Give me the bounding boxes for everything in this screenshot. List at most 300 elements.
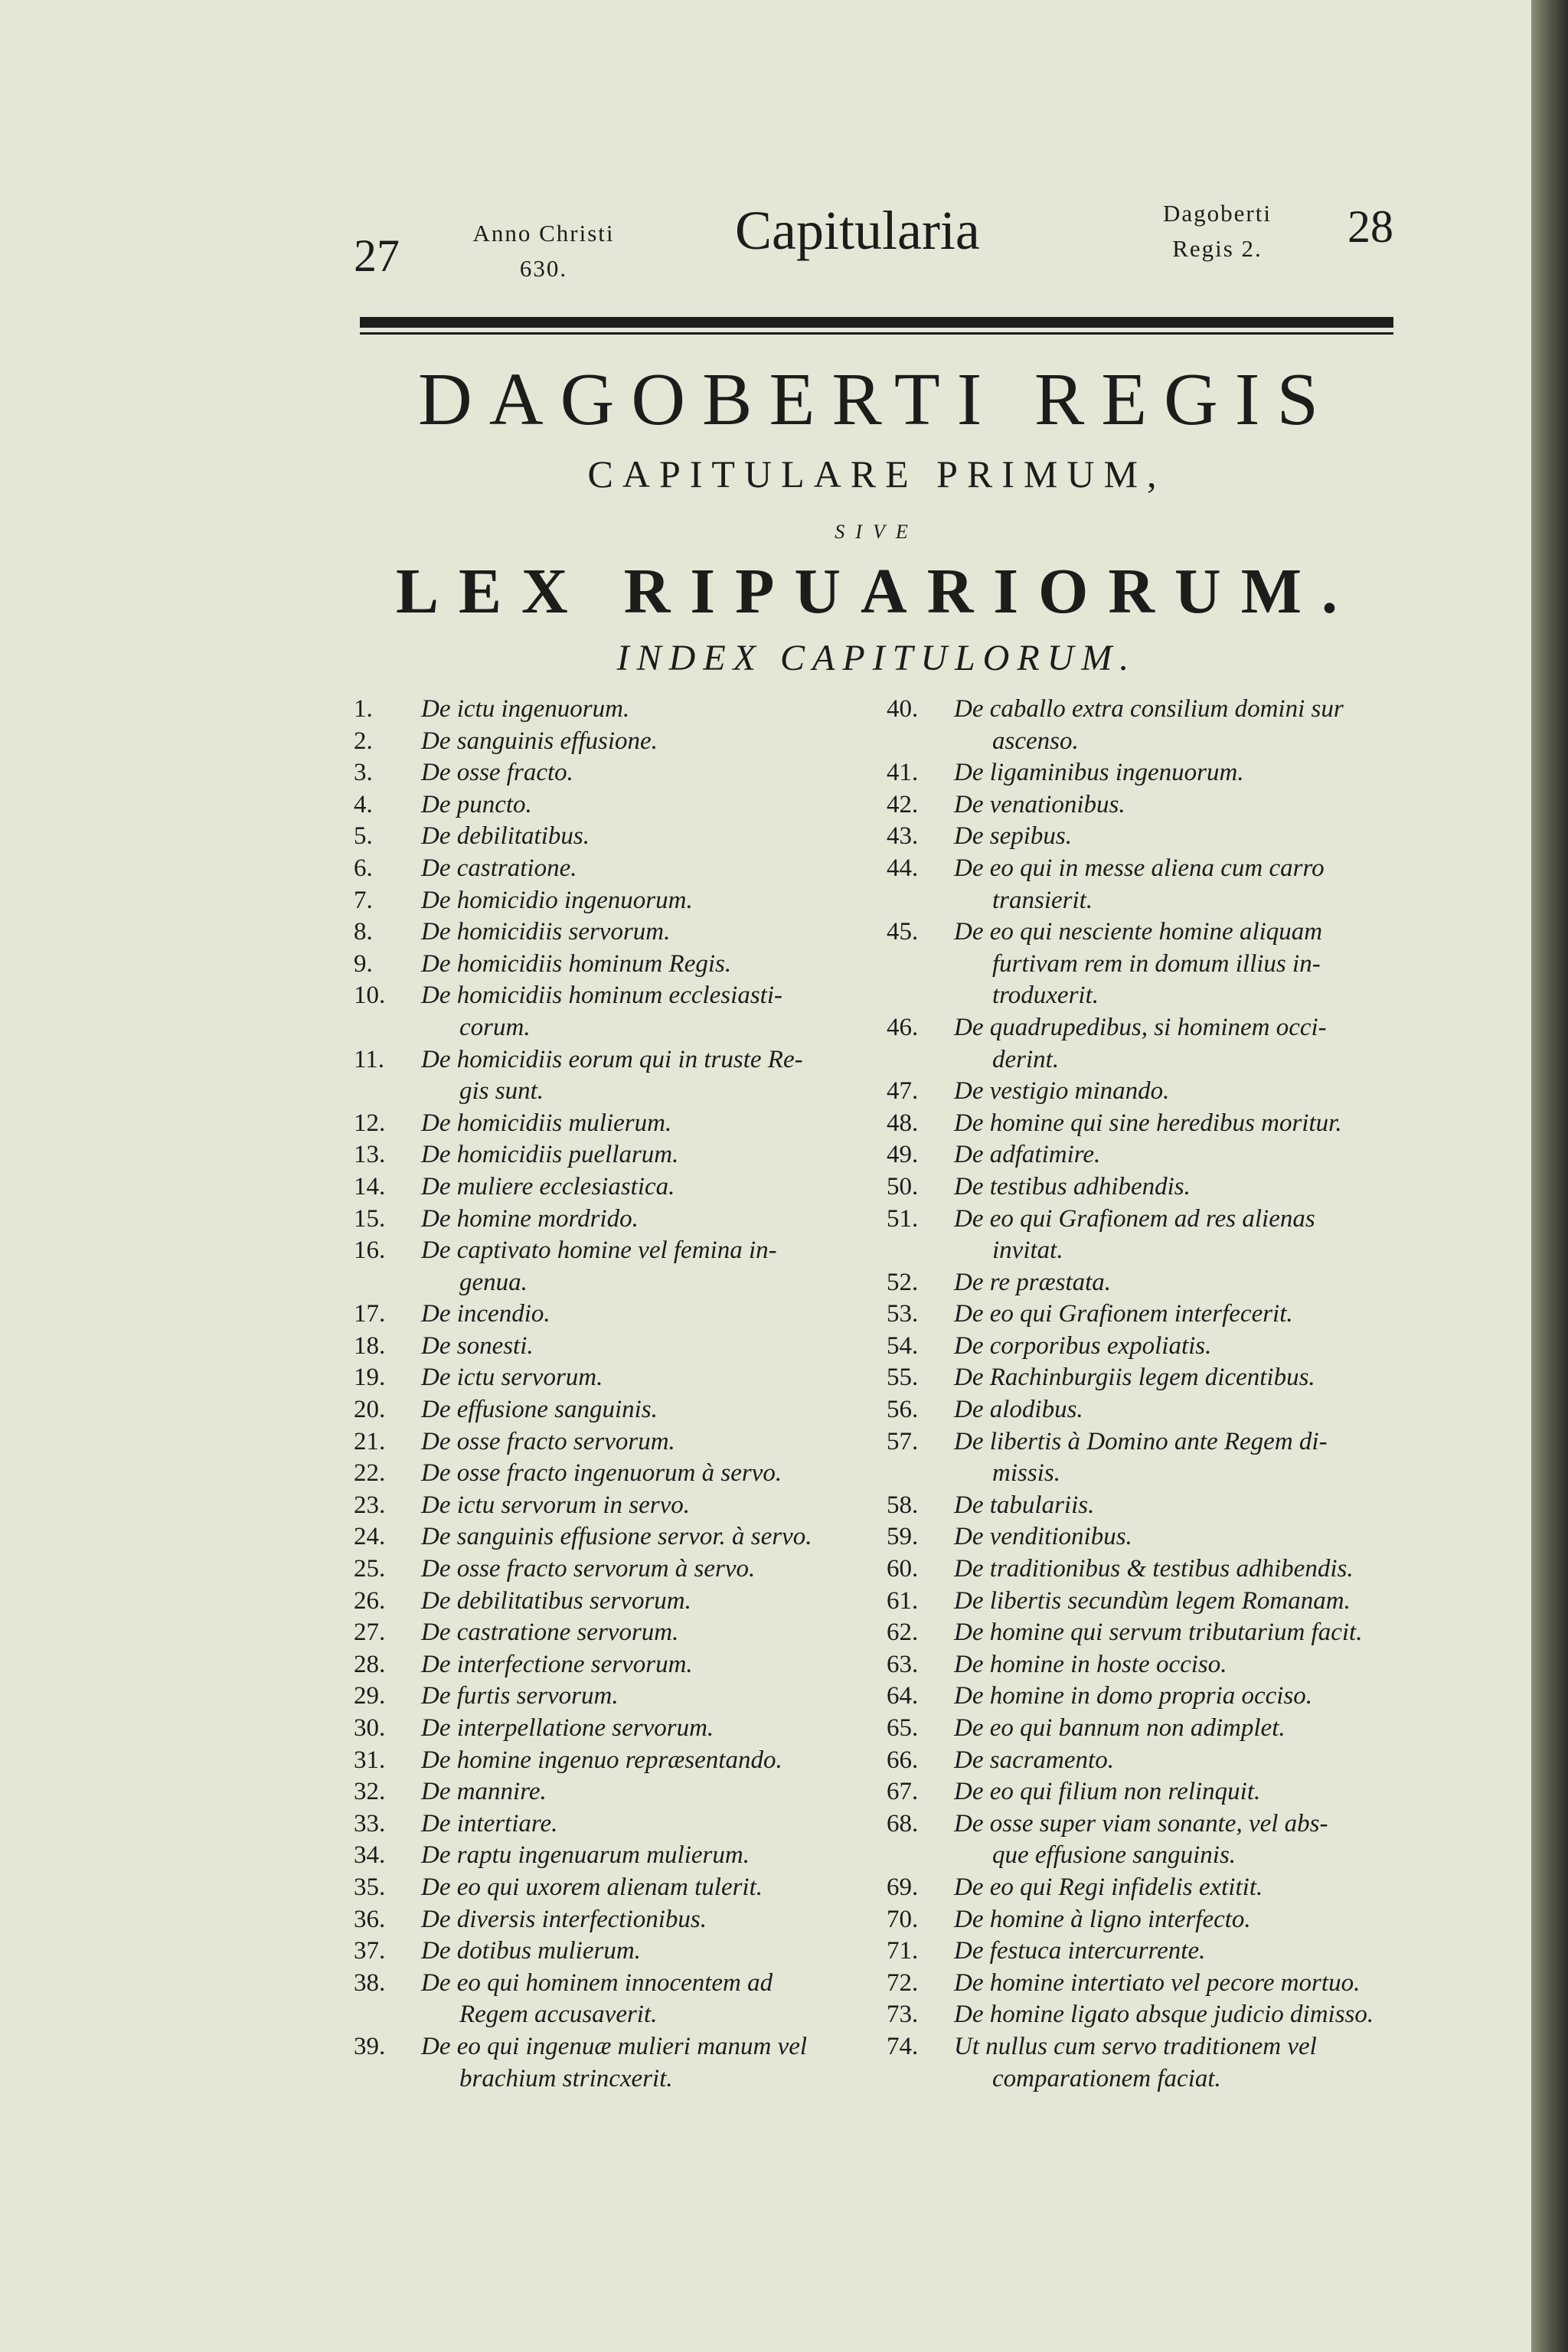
index-entry: [887, 916, 1415, 1012]
entry-text-block: [421, 1776, 882, 1808]
entry-text: De interfectione servorum.: [421, 1650, 693, 1678]
entry-text: De corporibus expoliatis.: [954, 1331, 1212, 1360]
entry-number: 39.: [354, 2032, 386, 2060]
index-entry: [887, 1521, 1415, 1553]
index-entry: [354, 789, 882, 822]
index-entry: [354, 1808, 882, 1841]
entry-text: De homine mordrido.: [421, 1204, 639, 1233]
index-entry: [354, 1490, 882, 1522]
entry-text-block: [954, 1776, 1415, 1808]
entry-text: De intertiare.: [421, 1809, 558, 1838]
entry-text: De castratione servorum.: [421, 1619, 679, 1647]
entry-text: De debilitatibus.: [421, 822, 590, 851]
law-title: LEX RIPUARIORUM.: [396, 556, 1357, 627]
entry-text: De homicidiis hominum Regis.: [421, 949, 732, 978]
entry-text: De osse fracto.: [421, 759, 573, 787]
entry-number: 27.: [354, 1619, 386, 1647]
entry-text-block: [954, 821, 1415, 853]
entry-text: De osse super viam sonante, vel abs-: [954, 1809, 1328, 1838]
index-entry: [887, 1968, 1415, 2000]
index-entry: [354, 1108, 882, 1140]
entry-number: 2.: [354, 727, 373, 755]
entry-text: De alodibus.: [954, 1396, 1083, 1424]
entry-text-block: [954, 1076, 1415, 1108]
entry-text-block: [954, 1553, 1415, 1586]
index-entry: [354, 1586, 882, 1618]
entry-text: De homicidio ingenuorum.: [421, 886, 693, 914]
entry-number: 65.: [887, 1714, 919, 1742]
entry-text-block: [954, 2031, 1415, 2095]
index-entry: [354, 1298, 882, 1331]
header-rule-thick: [360, 317, 1393, 328]
entry-text-block: [421, 1617, 882, 1649]
index-entry: [887, 1904, 1415, 1936]
index-entry: [887, 1808, 1415, 1872]
index-entry: [887, 1553, 1415, 1586]
entry-text: De sonesti.: [421, 1331, 534, 1360]
entry-text: De eo qui Grafionem interfecerit.: [954, 1300, 1293, 1328]
entry-text-block: [954, 1968, 1415, 2000]
entry-text: De testibus adhibendis.: [954, 1172, 1191, 1200]
entry-number: 48.: [887, 1109, 919, 1137]
entry-text: De interpellatione servorum.: [421, 1714, 714, 1742]
entry-number: 49.: [887, 1141, 919, 1169]
index-entry: [354, 2031, 882, 2095]
entry-number: 60.: [887, 1555, 919, 1583]
entry-text-block: [421, 1426, 882, 1459]
index-entry: [354, 1521, 882, 1553]
entry-text-block: [421, 1713, 882, 1745]
entry-text: De osse fracto ingenuorum à servo.: [421, 1459, 782, 1488]
index-entry: [354, 1235, 882, 1298]
entry-number: 18.: [354, 1331, 386, 1360]
index-entry: [887, 789, 1415, 822]
entry-text-continuation: gis sunt.: [459, 1077, 544, 1106]
entry-text-block: [421, 726, 882, 758]
entry-number: 12.: [354, 1109, 386, 1137]
entry-text: De puncto.: [421, 790, 532, 818]
subtitle-sive: SIVE: [835, 521, 919, 543]
entry-text-block: [421, 1331, 882, 1363]
entry-text-continuation: brachium strincxerit.: [459, 2064, 673, 2092]
entry-number: 55.: [887, 1364, 919, 1392]
entry-text: De homine in hoste occiso.: [954, 1650, 1227, 1678]
entry-text-continuation: transierit.: [992, 886, 1093, 914]
entry-text-continuation: genua.: [459, 1268, 528, 1296]
index-entry: [354, 1458, 882, 1490]
entry-text: De raptu ingenuarum mulierum.: [421, 1841, 750, 1870]
entry-number: 21.: [354, 1427, 386, 1455]
entry-number: 11.: [354, 1045, 385, 1073]
entry-text: De homine intertiato vel pecore mortuo.: [954, 1968, 1361, 1997]
entry-text-block: [954, 1521, 1415, 1553]
entry-text-block: [421, 1521, 882, 1553]
entry-number: 6.: [354, 854, 373, 882]
entry-number: 5.: [354, 822, 373, 851]
index-entry: [354, 1139, 882, 1171]
entry-number: 15.: [354, 1204, 386, 1233]
entry-text: De eo qui filium non relinquit.: [954, 1778, 1261, 1806]
entry-number: 31.: [354, 1746, 386, 1774]
main-title: DAGOBERTI REGIS: [418, 358, 1335, 441]
entry-number: 64.: [887, 1682, 919, 1710]
entry-number: 32.: [354, 1778, 386, 1806]
entry-number: 36.: [354, 1905, 386, 1933]
entry-text: De sanguinis effusione servor. à servo.: [421, 1523, 812, 1551]
entry-text-block: [954, 1586, 1415, 1618]
running-title: Capitularia: [735, 200, 980, 261]
entry-text-block: [421, 1681, 882, 1713]
entry-number: 56.: [887, 1396, 919, 1424]
entry-text: De homicidiis eorum qui in truste Re-: [421, 1045, 803, 1073]
entry-text: Ut nullus cum servo traditionem vel: [954, 2032, 1317, 2060]
entry-text-continuation: invitat.: [992, 1236, 1063, 1265]
entry-number: 62.: [887, 1619, 919, 1647]
entry-number: 71.: [887, 1937, 919, 1965]
index-entry: [354, 1044, 882, 1108]
entry-text-block: [954, 757, 1415, 789]
entry-text-continuation: comparationem faciat.: [992, 2064, 1221, 2092]
entry-text-block: [954, 1394, 1415, 1426]
entry-text-block: [421, 757, 882, 789]
index-entry: [887, 1936, 1415, 1968]
entry-text-block: [421, 1490, 882, 1522]
entry-text-block: [421, 694, 882, 726]
entry-number: 41.: [887, 759, 919, 787]
index-entry: [887, 757, 1415, 789]
entry-number: 24.: [354, 1523, 386, 1551]
entry-text: De tabulariis.: [954, 1491, 1095, 1519]
entry-text: De eo qui Regi infidelis extitit.: [954, 1873, 1263, 1901]
index-entry: [354, 757, 882, 789]
entry-text-block: [421, 821, 882, 853]
index-heading: INDEX CAPITULORUM.: [616, 638, 1137, 678]
entry-number: 22.: [354, 1459, 386, 1488]
index-entry: [887, 1298, 1415, 1331]
entry-number: 51.: [887, 1204, 919, 1233]
entry-number: 28.: [354, 1650, 386, 1678]
right-page-number: 28: [1348, 201, 1393, 252]
entry-number: 19.: [354, 1364, 386, 1392]
entry-number: 50.: [887, 1172, 919, 1200]
entry-number: 45.: [887, 918, 919, 946]
entry-text: De homine in domo propria occiso.: [954, 1682, 1313, 1710]
entry-text: De homine ligato absque judicio dimisso.: [954, 2001, 1374, 2029]
entry-text-block: [954, 1713, 1415, 1745]
index-entry: [354, 1713, 882, 1745]
entry-number: 63.: [887, 1650, 919, 1678]
entry-text-block: [421, 853, 882, 885]
entry-number: 40.: [887, 695, 919, 723]
entry-text-block: [421, 1458, 882, 1490]
entry-text: De osse fracto servorum.: [421, 1427, 675, 1455]
index-entry: [354, 885, 882, 917]
entry-text-block: [954, 1139, 1415, 1171]
entry-text: De homicidiis mulierum.: [421, 1109, 672, 1137]
entry-text: De re præstata.: [954, 1268, 1112, 1296]
entry-text-block: [421, 1808, 882, 1841]
index-entry: [354, 1204, 882, 1236]
index-entry: [354, 853, 882, 885]
header-anno: Anno Christi: [472, 220, 615, 247]
entry-text-block: [421, 885, 882, 917]
index-entry: [354, 821, 882, 853]
entry-text-continuation: corum.: [459, 1013, 531, 1041]
entry-text: De homicidiis puellarum.: [421, 1141, 679, 1169]
entry-text: De dotibus mulierum.: [421, 1937, 641, 1965]
entry-number: 37.: [354, 1937, 386, 1965]
header-year: 630.: [519, 255, 568, 282]
entry-text-block: [954, 1426, 1415, 1490]
index-entry: [887, 694, 1415, 757]
entry-text: De eo qui hominem innocentem ad: [421, 1968, 773, 1997]
entry-number: 42.: [887, 790, 919, 818]
entry-number: 8.: [354, 918, 373, 946]
entry-number: 69.: [887, 1873, 919, 1901]
entry-text-block: [954, 694, 1415, 757]
index-entry: [887, 1713, 1415, 1745]
entry-text: De furtis servorum.: [421, 1682, 619, 1710]
entry-text-block: [954, 1999, 1415, 2031]
entry-text-block: [954, 1872, 1415, 1904]
entry-text: De eo qui ingenuæ mulieri manum vel: [421, 2032, 808, 2060]
entry-text: De effusione sanguinis.: [421, 1396, 658, 1424]
index-column-left: [354, 694, 882, 2095]
left-page-number: 27: [354, 230, 400, 281]
entry-number: 53.: [887, 1300, 919, 1328]
header-regis: Regis 2.: [1172, 235, 1263, 262]
entry-text-block: [954, 1936, 1415, 1968]
entry-text-block: [421, 916, 882, 949]
entry-number: 38.: [354, 1968, 386, 1997]
entry-text-block: [421, 1362, 882, 1394]
entry-text-block: [421, 1968, 882, 2031]
entry-text: De debilitatibus servorum.: [421, 1586, 691, 1615]
entry-text-block: [421, 1745, 882, 1777]
entry-text: De sacramento.: [954, 1746, 1114, 1774]
entry-text: De homicidiis servorum.: [421, 918, 671, 946]
entry-number: 68.: [887, 1809, 919, 1838]
entry-text-block: [954, 1904, 1415, 1936]
entry-text-block: [421, 1649, 882, 1681]
entry-text: De ictu ingenuorum.: [421, 695, 630, 723]
entry-text: De sepibus.: [954, 822, 1072, 851]
entry-text-block: [421, 1298, 882, 1331]
entry-number: 4.: [354, 790, 373, 818]
entry-text-block: [954, 789, 1415, 822]
entry-text-block: [954, 1267, 1415, 1299]
entry-number: 14.: [354, 1172, 386, 1200]
index-entry: [354, 916, 882, 949]
entry-number: 46.: [887, 1013, 919, 1041]
entry-number: 17.: [354, 1300, 386, 1328]
index-entry: [354, 1362, 882, 1394]
index-entry: [887, 1745, 1415, 1777]
entry-text-block: [954, 1649, 1415, 1681]
entry-text-block: [421, 1904, 882, 1936]
entry-text-block: [954, 1745, 1415, 1777]
index-entry: [887, 1108, 1415, 1140]
index-entry: [887, 1776, 1415, 1808]
entry-number: 34.: [354, 1841, 386, 1870]
subtitle: CAPITULARE PRIMUM,: [587, 452, 1166, 495]
entry-text-block: [421, 1171, 882, 1204]
index-entry: [887, 1331, 1415, 1363]
index-entry: [354, 1171, 882, 1204]
entry-text: De homine à ligno interfecto.: [954, 1905, 1251, 1933]
entry-text: De incendio.: [421, 1300, 550, 1328]
entry-text: De mannire.: [421, 1778, 547, 1806]
entry-number: 35.: [354, 1873, 386, 1901]
entry-text-continuation: troduxerit.: [992, 982, 1099, 1010]
entry-number: 59.: [887, 1523, 919, 1551]
entry-text-block: [421, 980, 882, 1044]
index-entry: [354, 1649, 882, 1681]
entry-text: De adfatimire.: [954, 1141, 1101, 1169]
index-entry: [887, 1681, 1415, 1713]
index-entry: [354, 1331, 882, 1363]
index-entry: [887, 1872, 1415, 1904]
index-entry: [887, 1139, 1415, 1171]
entry-text: De vestigio minando.: [954, 1077, 1170, 1106]
entry-text-block: [421, 1936, 882, 1968]
entry-number: 52.: [887, 1268, 919, 1296]
index-entry: [887, 1267, 1415, 1299]
entry-text-continuation: missis.: [992, 1459, 1060, 1488]
entry-text-block: [954, 1108, 1415, 1140]
entry-text-block: [954, 1681, 1415, 1713]
entry-text: De venationibus.: [954, 790, 1125, 818]
index-entry: [887, 1617, 1415, 1649]
entry-text-block: [954, 916, 1415, 1012]
entry-number: 7.: [354, 886, 373, 914]
entry-text-block: [954, 1808, 1415, 1872]
index-entry: [887, 1076, 1415, 1108]
index-entry: [887, 1204, 1415, 1267]
entry-number: 43.: [887, 822, 919, 851]
entry-text-block: [954, 1490, 1415, 1522]
entry-text: De sanguinis effusione.: [421, 727, 658, 755]
entry-number: 20.: [354, 1396, 386, 1424]
entry-number: 73.: [887, 2001, 919, 2029]
index-entry: [887, 1171, 1415, 1204]
entry-text: De ictu servorum.: [421, 1364, 603, 1392]
index-entry: [354, 694, 882, 726]
entry-text-continuation: furtivam rem in domum illius in-: [992, 949, 1321, 978]
entry-text: De osse fracto servorum à servo.: [421, 1555, 756, 1583]
entry-number: 1.: [354, 695, 373, 723]
entry-text-block: [421, 789, 882, 822]
entry-number: 13.: [354, 1141, 386, 1169]
index-entry: [887, 821, 1415, 853]
index-entry: [887, 2031, 1415, 2095]
entry-number: 70.: [887, 1905, 919, 1933]
index-entry: [354, 1936, 882, 1968]
index-entry: [354, 1872, 882, 1904]
entry-text: De muliere ecclesiastica.: [421, 1172, 675, 1200]
entry-number: 58.: [887, 1491, 919, 1519]
entry-text: De captivato homine vel femina in-: [421, 1236, 777, 1265]
index-entry: [354, 1904, 882, 1936]
entry-text-block: [421, 1586, 882, 1618]
entry-number: 57.: [887, 1427, 919, 1455]
entry-number: 25.: [354, 1555, 386, 1583]
header-year-block: [444, 216, 643, 286]
entry-number: 9.: [354, 949, 373, 978]
entry-text-block: [954, 1012, 1415, 1076]
entry-number: 44.: [887, 854, 919, 882]
entry-text: De Rachinburgiis legem dicentibus.: [954, 1364, 1315, 1392]
index-entry: [354, 1553, 882, 1586]
index-entry: [887, 1649, 1415, 1681]
index-entry: [354, 1745, 882, 1777]
entry-text-block: [421, 949, 882, 981]
entry-text: De homine qui sine heredibus moritur.: [954, 1109, 1342, 1137]
entry-number: 72.: [887, 1968, 919, 1997]
header-king-block: [1118, 196, 1317, 266]
index-entry: [887, 1012, 1415, 1076]
entry-number: 23.: [354, 1491, 386, 1519]
entry-number: 10.: [354, 982, 386, 1010]
entry-text: De eo qui Grafionem ad res alienas: [954, 1204, 1315, 1233]
entry-text-block: [421, 1872, 882, 1904]
entry-text: De traditionibus & testibus adhibendis.: [954, 1555, 1354, 1583]
index-entry: [887, 1426, 1415, 1490]
entry-text: De ligaminibus ingenuorum.: [954, 759, 1244, 787]
entry-text: De quadrupedibus, si hominem occi-: [954, 1013, 1327, 1041]
entry-number: 74.: [887, 2032, 919, 2060]
index-entry: [887, 1586, 1415, 1618]
index-entry: [354, 980, 882, 1044]
index-entry: [354, 1426, 882, 1459]
index-entry: [354, 1776, 882, 1808]
entry-number: 47.: [887, 1077, 919, 1106]
entry-text-continuation: ascenso.: [992, 727, 1079, 755]
entry-text: De homicidiis hominum ecclesiasti-: [421, 982, 782, 1010]
index-entry: [354, 726, 882, 758]
entry-number: 33.: [354, 1809, 386, 1838]
entry-text: De libertis secundùm legem Romanam.: [954, 1586, 1351, 1615]
entry-text: De castratione.: [421, 854, 577, 882]
entry-text-block: [954, 1298, 1415, 1331]
index-entry: [354, 949, 882, 981]
entry-text-block: [421, 2031, 882, 2095]
index-entry: [887, 1362, 1415, 1394]
entry-text-block: [954, 853, 1415, 916]
entry-number: 3.: [354, 759, 373, 787]
entry-number: 29.: [354, 1682, 386, 1710]
entry-text-continuation: que effusione sanguinis.: [992, 1841, 1236, 1870]
entry-text-block: [954, 1617, 1415, 1649]
index-entry: [354, 1394, 882, 1426]
header-rule-thin: [360, 332, 1393, 335]
entry-text: De homine ingenuo repræsentando.: [421, 1746, 782, 1774]
entry-text: De eo qui in messe aliena cum carro: [954, 854, 1325, 882]
index-entry: [354, 1968, 882, 2031]
entry-number: 30.: [354, 1714, 386, 1742]
index-entry: [887, 1999, 1415, 2031]
index-entry: [887, 853, 1415, 916]
entry-text: De eo qui bannum non adimplet.: [954, 1714, 1285, 1742]
entry-text: De festuca intercurrente.: [954, 1937, 1206, 1965]
index-entry: [354, 1840, 882, 1872]
entry-text-block: [954, 1362, 1415, 1394]
entry-number: 66.: [887, 1746, 919, 1774]
entry-text-continuation: derint.: [992, 1045, 1060, 1073]
entry-text-block: [954, 1204, 1415, 1267]
entry-text: De diversis interfectionibus.: [421, 1905, 707, 1933]
entry-number: 54.: [887, 1331, 919, 1360]
